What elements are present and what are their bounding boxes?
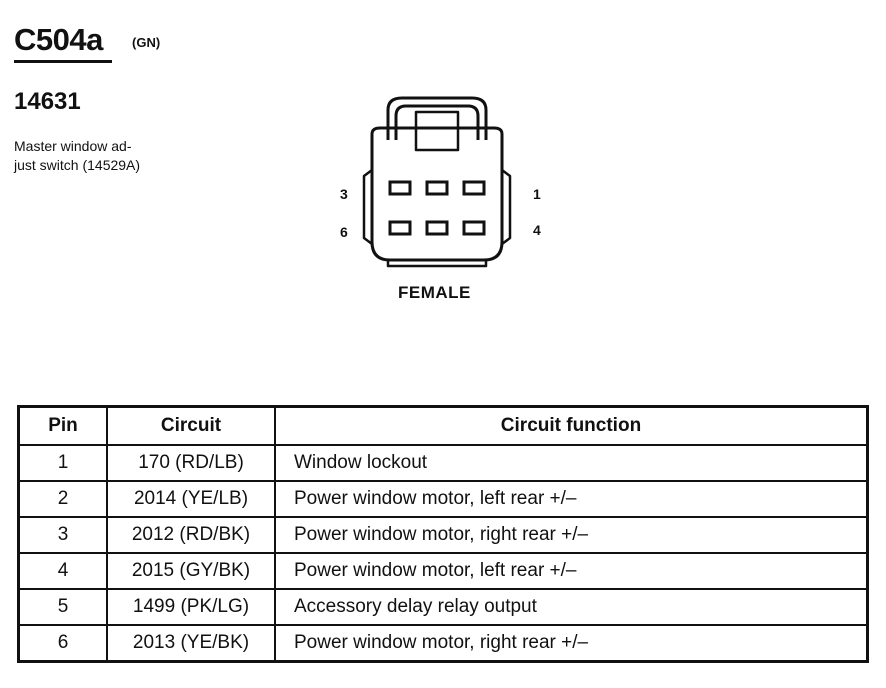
table-row [19, 589, 868, 625]
cell-function: Power window motor, right rear +/– [275, 517, 868, 553]
cavity-pin-3 [390, 182, 410, 194]
pin-label-3: 3 [340, 186, 348, 202]
connector-id: C504a [14, 22, 103, 57]
pin-circuit-table [17, 405, 869, 663]
description-line-1: Master window ad- [14, 138, 132, 154]
cell-circuit: 2013 (YE/BK) [107, 625, 275, 662]
connector-gender-label: FEMALE [398, 283, 471, 302]
pin-label-6: 6 [340, 224, 348, 240]
table-row [19, 445, 868, 481]
table-row [19, 517, 868, 553]
cell-pin: 5 [19, 589, 108, 625]
cell-pin: 2 [19, 481, 108, 517]
cell-circuit: 2015 (GY/BK) [107, 553, 275, 589]
wire-color-code: (GN) [132, 35, 161, 50]
cell-pin: 4 [19, 553, 108, 589]
header-circuit-function: Circuit function [275, 407, 868, 446]
table-header-row [19, 407, 868, 446]
cell-pin: 1 [19, 445, 108, 481]
table-row [19, 553, 868, 589]
connector-latch-outer [388, 98, 486, 140]
cell-circuit: 170 (RD/LB) [107, 445, 275, 481]
cell-function: Power window motor, left rear +/– [275, 481, 868, 517]
cell-function: Power window motor, left rear +/– [275, 553, 868, 589]
cavity-pin-4 [464, 222, 484, 234]
cavity-pin-1 [464, 182, 484, 194]
connector-lock-tab [416, 112, 458, 150]
cell-function: Window lockout [275, 445, 868, 481]
header-pin: Pin [19, 407, 108, 446]
connector-id-underline [14, 60, 112, 63]
part-number: 14631 [14, 88, 81, 115]
cell-circuit: 2012 (RD/BK) [107, 517, 275, 553]
cell-circuit: 1499 (PK/LG) [107, 589, 275, 625]
cavity-pin-2 [427, 182, 447, 194]
pin-label-4: 4 [533, 222, 541, 238]
cell-function: Accessory delay relay output [275, 589, 868, 625]
pin-label-1: 1 [533, 186, 541, 202]
cavity-pin-5 [427, 222, 447, 234]
connector-face-diagram [330, 90, 550, 290]
cell-function: Power window motor, right rear +/– [275, 625, 868, 662]
cell-pin: 3 [19, 517, 108, 553]
table-row [19, 625, 868, 662]
connector-description [14, 137, 174, 175]
cell-pin: 6 [19, 625, 108, 662]
description-line-2: just switch (14529A) [14, 157, 141, 173]
cell-circuit: 2014 (YE/LB) [107, 481, 275, 517]
table-row [19, 481, 868, 517]
header-circuit: Circuit [107, 407, 275, 446]
cavity-pin-6 [390, 222, 410, 234]
